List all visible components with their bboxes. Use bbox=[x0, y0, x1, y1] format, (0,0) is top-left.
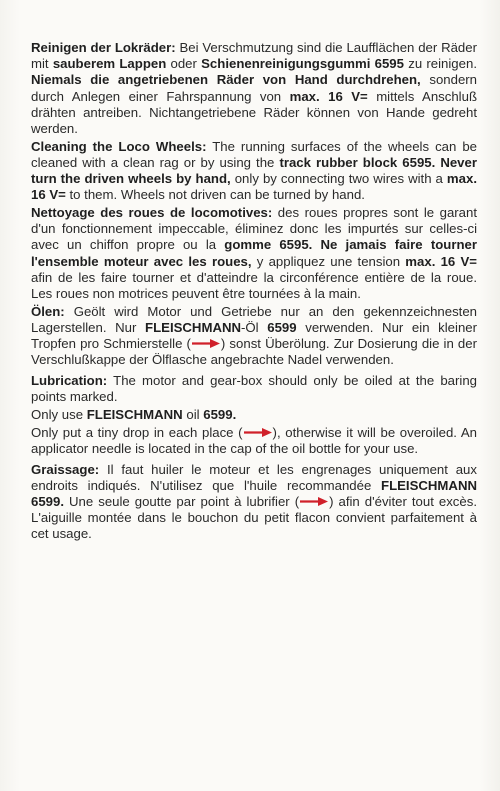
bold-text: sauberem Lappen bbox=[52, 56, 167, 72]
bold-text: FLEISCHMANN 6599. bbox=[31, 477, 477, 509]
text: mittels Anschluß drähten antreiben. Nichtangetriebene Räder können von Hande gedreht werden. bbox=[31, 88, 477, 137]
bold-text: Niemals die angetriebenen Räder von Hand durchdrehen, bbox=[31, 72, 421, 88]
oil-point-arrow-icon bbox=[243, 427, 273, 438]
bold-text: track rubber block 6595. Never turn the driven wheels by hand, bbox=[31, 154, 477, 187]
paragraph-en-oil-3 bbox=[31, 425, 477, 457]
text: -Öl bbox=[241, 319, 268, 335]
bold-text: FLEISCHMANN bbox=[145, 319, 242, 335]
bold-text: FLEISCHMANN bbox=[86, 406, 183, 422]
bold-text: Schienenreinigungsgummi 6595 bbox=[201, 56, 404, 72]
instructions-text bbox=[31, 40, 477, 544]
bold-text: gomme 6595. Ne jamais faire tourner l'ensemble moteur avec les roues, bbox=[31, 237, 477, 269]
text: Une seule goutte par point à lubrifier ( bbox=[64, 493, 300, 509]
text: verwenden. Nur ein kleiner Tropfen pro Schmierstelle ( bbox=[31, 319, 478, 352]
text: oder bbox=[166, 56, 202, 72]
text: ) sonst Überölung. Zur Dosierung die in der Verschlußkappe der Ölflasche angebrachte Nadel verwenden. bbox=[31, 336, 477, 368]
oil-point-arrow-icon bbox=[299, 496, 329, 507]
bold-text: max. 16 V= bbox=[405, 253, 477, 269]
text: only by connecting two wires with a bbox=[230, 171, 447, 187]
paragraph-en-oil bbox=[31, 373, 477, 405]
text: Bei Verschmutzung sind die Laufflächen der Räder mit bbox=[31, 40, 477, 72]
text: ), otherwise it will be overoiled. An applicator needle is located in the cap of the oil bottle for your use. bbox=[31, 424, 477, 456]
text: The running surfaces of the wheels can be cleaned with a clean rag or by using the bbox=[31, 138, 477, 170]
bold-text: max. 16 V= bbox=[289, 88, 368, 104]
text: Only put a tiny drop in each place ( bbox=[31, 424, 243, 440]
bold-text: Graissage: bbox=[31, 461, 100, 477]
text: sondern durch Anlegen einer Fahrspannung von bbox=[31, 72, 478, 104]
text: The motor and gear-box should only be oiled at the baring points marked. bbox=[31, 373, 477, 405]
paragraph-de-oil bbox=[31, 304, 477, 369]
text: oil bbox=[182, 406, 204, 422]
text: Il faut huiler le moteur et les engrenages uniquement aux endroits indiqués. N'utilisez que l'huile recommandée bbox=[31, 461, 477, 493]
bold-text: Cleaning the Loco Wheels: bbox=[31, 138, 207, 154]
bold-text: Nettoyage des roues de locomotives: bbox=[31, 205, 273, 221]
paragraph-en-wheels bbox=[31, 139, 477, 204]
bold-text: max. 16 V= bbox=[31, 171, 477, 203]
text: ) afin d'éviter tout excès. L'aiguille montée dans le bouchon du petit flacon convient parfaitement à cet usage. bbox=[31, 493, 477, 542]
bold-text: Ölen: bbox=[31, 303, 65, 319]
text: zu reinigen. bbox=[403, 56, 477, 72]
bold-text: 6599. bbox=[203, 406, 237, 422]
text: to them. Wheels not driven can be turned by hand. bbox=[65, 187, 365, 203]
paragraph-de-wheels bbox=[31, 40, 477, 137]
text: Only use bbox=[31, 406, 87, 422]
paragraph-fr-wheels bbox=[31, 205, 477, 302]
bold-text: 6599 bbox=[267, 319, 297, 335]
text: y appliquez une tension bbox=[251, 253, 406, 269]
text: afin de les faire tourner et d'atteindre la circonférence entière de la roue. Les roues non motrices peuvent être tournées à la main. bbox=[31, 269, 477, 302]
bold-text: Lubrication: bbox=[31, 373, 108, 389]
paragraph-fr-oil bbox=[31, 462, 477, 543]
text: des roues propres sont le garant d'un fonctionnement impeccable, éliminez donc les impurtés sur celles-ci avec un chiffon propre ou la bbox=[31, 205, 478, 253]
text: Geölt wird Motor und Getriebe nur an den gekennzeichnesten Lagerstellen. Nur bbox=[31, 303, 477, 335]
bold-text: Reinigen der Lokräder: bbox=[31, 40, 176, 55]
oil-point-arrow-icon bbox=[191, 338, 221, 349]
paragraph-en-oil-2 bbox=[31, 407, 477, 423]
